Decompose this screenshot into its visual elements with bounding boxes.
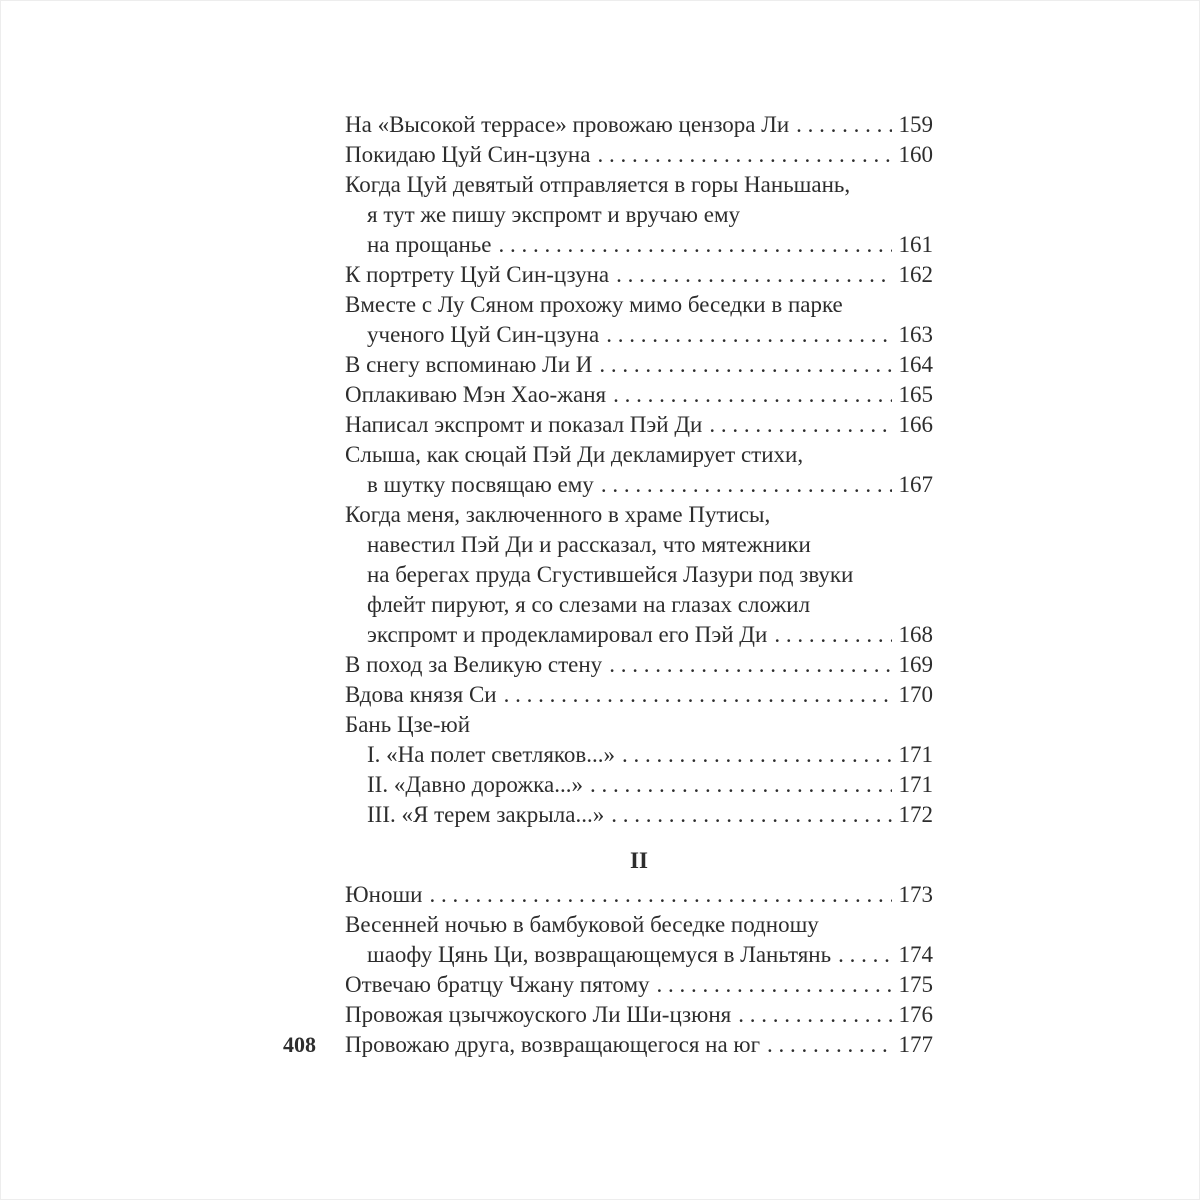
dot-leader bbox=[796, 110, 891, 140]
dot-leader bbox=[590, 770, 892, 800]
toc-entry-title: на прощанье bbox=[367, 232, 492, 257]
toc-row bbox=[345, 440, 933, 470]
toc-entry-page: 176 bbox=[898, 1002, 933, 1027]
toc-row bbox=[345, 230, 933, 260]
toc-row bbox=[345, 560, 933, 590]
dot-leader bbox=[504, 680, 892, 710]
toc-row bbox=[345, 290, 933, 320]
toc-row bbox=[345, 880, 933, 910]
toc-entry-title: Когда Цуй девятый отправляется в горы Наньшань, bbox=[345, 172, 851, 197]
toc-entry-page: 168 bbox=[898, 622, 933, 647]
toc-row bbox=[345, 200, 933, 230]
toc-entry-page: 170 bbox=[898, 682, 933, 707]
toc-entry-title: Провожая цзычжоуского Ли Ши-цзюня bbox=[345, 1002, 732, 1027]
toc-entry-page: 166 bbox=[898, 412, 933, 437]
toc-entry-title: Провожаю друга, возвращающегося на юг bbox=[345, 1032, 761, 1057]
toc-entry-page: 171 bbox=[898, 742, 933, 767]
toc-row bbox=[345, 530, 933, 560]
toc-row bbox=[345, 970, 933, 1000]
dot-leader bbox=[606, 320, 891, 350]
toc-row bbox=[345, 260, 933, 290]
toc-row bbox=[345, 910, 933, 940]
toc-row bbox=[345, 740, 933, 770]
toc-row bbox=[345, 500, 933, 530]
toc-entry-page: 173 bbox=[898, 882, 933, 907]
section-2-heading: II bbox=[630, 848, 648, 873]
toc-row bbox=[345, 110, 933, 140]
toc-entry-page: 177 bbox=[898, 1032, 933, 1057]
toc-row bbox=[345, 1030, 933, 1060]
dot-leader bbox=[774, 620, 891, 650]
toc-row bbox=[345, 1000, 933, 1030]
toc-row bbox=[345, 320, 933, 350]
toc-row bbox=[345, 470, 933, 500]
toc-entry-page: 159 bbox=[898, 112, 933, 137]
toc-entry-title: в шутку посвящаю ему bbox=[367, 472, 594, 497]
dot-leader bbox=[599, 350, 891, 380]
toc-entry-title: ученого Цуй Син-цзуна bbox=[367, 322, 600, 347]
toc-row bbox=[345, 410, 933, 440]
toc-entry-title: на берегах пруда Сгустившейся Лазури под звуки bbox=[367, 562, 854, 587]
toc-entry-title: Написал экспромт и показал Пэй Ди bbox=[345, 412, 703, 437]
dot-leader bbox=[657, 970, 892, 1000]
toc-entry-page: 175 bbox=[898, 972, 933, 997]
table-of-contents bbox=[345, 110, 933, 1060]
toc-entry-title: На «Высокой террасе» провожаю цензора Ли bbox=[345, 112, 790, 137]
toc-row bbox=[345, 650, 933, 680]
toc-entry-page: 167 bbox=[898, 472, 933, 497]
dot-leader bbox=[738, 1000, 891, 1030]
dot-leader bbox=[613, 380, 891, 410]
dot-leader bbox=[709, 410, 891, 440]
toc-row bbox=[345, 140, 933, 170]
dot-leader bbox=[616, 260, 891, 290]
dot-leader bbox=[597, 140, 891, 170]
toc-entry-title: Когда меня, заключенного в храме Путисы, bbox=[345, 502, 771, 527]
toc-entry-title: шаофу Цянь Ци, возвращающемуся в Ланьтянь bbox=[367, 942, 832, 967]
toc-entry-page: 169 bbox=[898, 652, 933, 677]
toc-entry-page: 171 bbox=[898, 772, 933, 797]
dot-leader bbox=[499, 230, 892, 260]
dot-leader bbox=[611, 800, 891, 830]
toc-entry-title: I. «На полет светляков...» bbox=[367, 742, 616, 767]
toc-entry-title: я тут же пишу экспромт и вручаю ему bbox=[367, 202, 740, 227]
dot-leader bbox=[767, 1030, 891, 1060]
toc-entry-title: Отвечаю братцу Чжану пятому bbox=[345, 972, 650, 997]
toc-entry-page: 160 bbox=[898, 142, 933, 167]
toc-row bbox=[345, 620, 933, 650]
toc-entry-title: Вместе с Лу Сяном прохожу мимо беседки в парке bbox=[345, 292, 843, 317]
toc-entry-page: 163 bbox=[898, 322, 933, 347]
toc-entry-title: экспромт и продекламировал его Пэй Ди bbox=[367, 622, 768, 647]
toc-row bbox=[345, 380, 933, 410]
dot-leader bbox=[601, 470, 892, 500]
toc-row bbox=[345, 710, 933, 740]
toc-row bbox=[345, 590, 933, 620]
toc-row bbox=[345, 350, 933, 380]
toc-entry-title: навестил Пэй Ди и рассказал, что мятежники bbox=[367, 532, 811, 557]
dot-leader bbox=[429, 880, 891, 910]
toc-entry-page: 174 bbox=[898, 942, 933, 967]
toc-entry-title: Слыша, как сюцай Пэй Ди декламирует стихи, bbox=[345, 442, 804, 467]
dot-leader bbox=[838, 940, 891, 970]
toc-entry-title: В снегу вспоминаю Ли И bbox=[345, 352, 593, 377]
toc-entry-page: 162 bbox=[898, 262, 933, 287]
toc-entry-title: Бань Цзе-юй bbox=[345, 712, 471, 737]
dot-leader bbox=[609, 650, 891, 680]
toc-entry-title: III. «Я терем закрыла...» bbox=[367, 802, 605, 827]
page-number-folio: 408 bbox=[283, 1032, 316, 1057]
toc-row bbox=[345, 940, 933, 970]
toc-entry-page: 164 bbox=[898, 352, 933, 377]
toc-row bbox=[345, 770, 933, 800]
toc-entry-title: Покидаю Цуй Син-цзуна bbox=[345, 142, 591, 167]
toc-row bbox=[345, 680, 933, 710]
toc-row bbox=[345, 800, 933, 830]
toc-entry-title: К портрету Цуй Син-цзуна bbox=[345, 262, 610, 287]
toc-row bbox=[345, 170, 933, 200]
toc-entry-title: II. «Давно дорожка...» bbox=[367, 772, 583, 797]
toc-part-1 bbox=[345, 110, 933, 830]
toc-entry-title: Весенней ночью в бамбуковой беседке подношу bbox=[345, 912, 819, 937]
toc-entry-title: Вдова князя Си bbox=[345, 682, 497, 707]
dot-leader bbox=[622, 740, 891, 770]
toc-entry-title: Оплакиваю Мэн Хао-жаня bbox=[345, 382, 607, 407]
toc-entry-page: 172 bbox=[898, 802, 933, 827]
toc-entry-title: Юноши bbox=[345, 882, 423, 907]
toc-entry-title: флейт пируют, я со слезами на глазах сложил bbox=[367, 592, 811, 617]
toc-entry-title: В поход за Великую стену bbox=[345, 652, 603, 677]
toc-entry-page: 165 bbox=[898, 382, 933, 407]
toc-part-2 bbox=[345, 880, 933, 1060]
toc-entry-page: 161 bbox=[898, 232, 933, 257]
